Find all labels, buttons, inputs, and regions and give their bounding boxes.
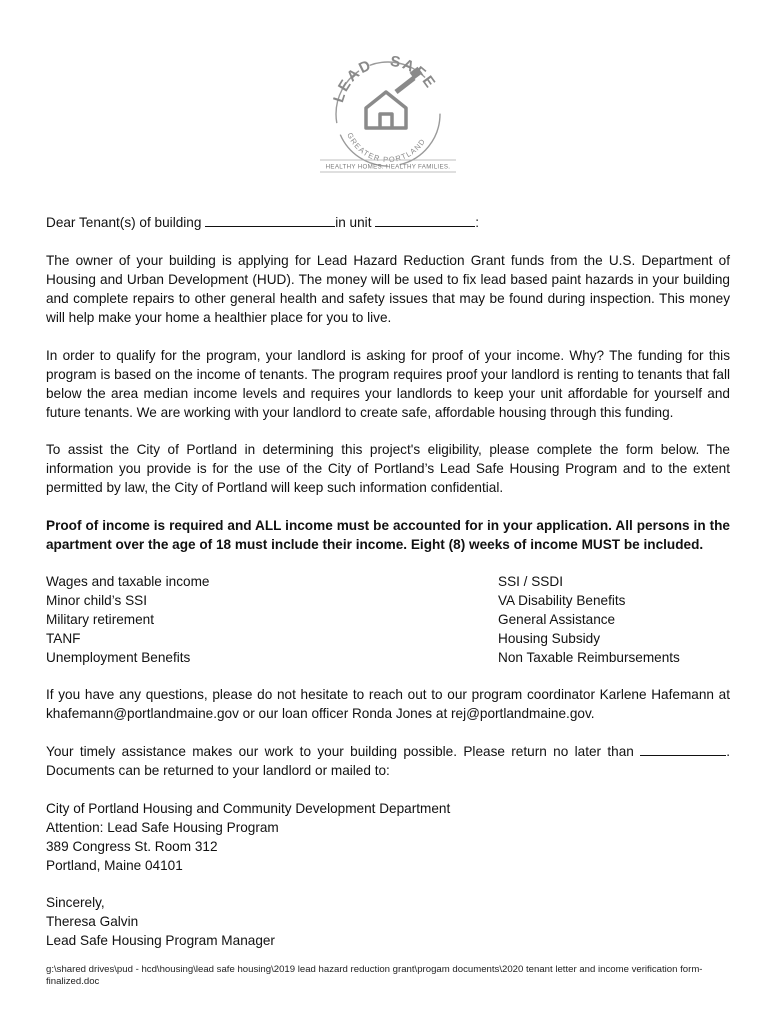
logo-tagline: HEALTHY HOMES. HEALTHY FAMILIES. (325, 163, 451, 171)
paragraph-proof-of-income: Proof of income is required and ALL income must be accounted for in your application. All persons in the apartment over the age of 18 must include their income. Eight (8) weeks of income MUST be included. (46, 518, 730, 552)
lead-safe-logo (316, 48, 460, 178)
logo-city: GREATER PORTLAND (345, 131, 428, 165)
list-item: Non Taxable Reimbursements (498, 650, 680, 665)
list-item: Minor child’s SSI (46, 593, 147, 608)
salutation-mid: in unit (335, 215, 376, 230)
list-item: Wages and taxable income (46, 574, 210, 589)
return-text-start: Your timely assistance makes our work to your building possible. Please return no later than (46, 744, 641, 759)
address-line: 389 Congress St. Room 312 (46, 839, 218, 854)
signoff-line: Sincerely, (46, 895, 105, 910)
house-with-paintbrush-icon (366, 70, 420, 128)
list-item: TANF (46, 631, 81, 646)
list-item: Housing Subsidy (498, 631, 601, 646)
paragraph-hud-grant: The owner of your building is applying for Lead Hazard Reduction Grant funds from the U.S. Department of Housing and Urban Development (HUD). The money will be used to fix lead based paint hazards in your building and complete repairs to other general health and safety issues that may be found during inspection. This money will help make your home a healthier place for you to live. (46, 253, 730, 325)
logo-word-lead: LEAD (330, 56, 376, 105)
logo-word-safe: SAFE (388, 52, 440, 93)
address-line: Portland, Maine 04101 (46, 858, 183, 873)
signer-title: Lead Safe Housing Program Manager (46, 933, 275, 948)
svg-text:LEAD SAFE (330, 53, 439, 105)
signer-name: Theresa Galvin (46, 914, 139, 929)
income-list-right (498, 572, 730, 667)
signature-block (46, 893, 730, 950)
paragraph-return-date (46, 742, 730, 780)
list-item: General Assistance (498, 612, 616, 627)
salutation (46, 213, 730, 232)
list-item: SSI / SSDI (498, 574, 563, 589)
return-text-end: . Documents can be returned to your landlord or mailed to: (46, 744, 730, 778)
file-path-footer: g:\shared drives\pud - hcd\housing\lead safe housing\2019 lead hazard reduction grant\progam documents\2020 tenant letter and income verification form- finalized.doc (46, 964, 703, 987)
income-list-left (46, 572, 466, 667)
building-blank[interactable] (205, 213, 335, 227)
paragraph-qualify: In order to qualify for the program, your landlord is asking for proof of your income. Why? The funding for this program is based on the income of tenants. The program requires proof your landlord is renting to tenants that fall below the area median income levels and requires your landlords to keep your unit affordable for yourself and future tenants. We are working with your landlord to create safe, affordable housing through this funding. (46, 348, 730, 420)
list-item: VA Disability Benefits (498, 593, 626, 608)
salutation-prefix: Dear Tenant(s) of building (46, 215, 206, 230)
address-line: City of Portland Housing and Community Development Department (46, 801, 451, 816)
list-item: Unemployment Benefits (46, 650, 191, 665)
paragraph-contacts: If you have any questions, please do not hesitate to reach out to our program coordinator Karlene Hafemann at khafemann@portlandmaine.gov or our loan officer Ronda Jones at rej@portlandmaine.gov. (46, 687, 730, 721)
address-line: Attention: Lead Safe Housing Program (46, 820, 279, 835)
mailing-address (46, 799, 730, 875)
paragraph-eligibility: To assist the City of Portland in determining this project's eligibility, please complete the form below. The information you provide is for the use of the City of Portland’s Lead Safe Housing Program and to the extent permitted by law, the City of Portland will keep such information confidential. (46, 442, 730, 495)
salutation-end: : (475, 215, 480, 230)
list-item: Military retirement (46, 612, 155, 627)
unit-blank[interactable] (375, 213, 475, 227)
return-date-blank[interactable] (640, 742, 726, 756)
